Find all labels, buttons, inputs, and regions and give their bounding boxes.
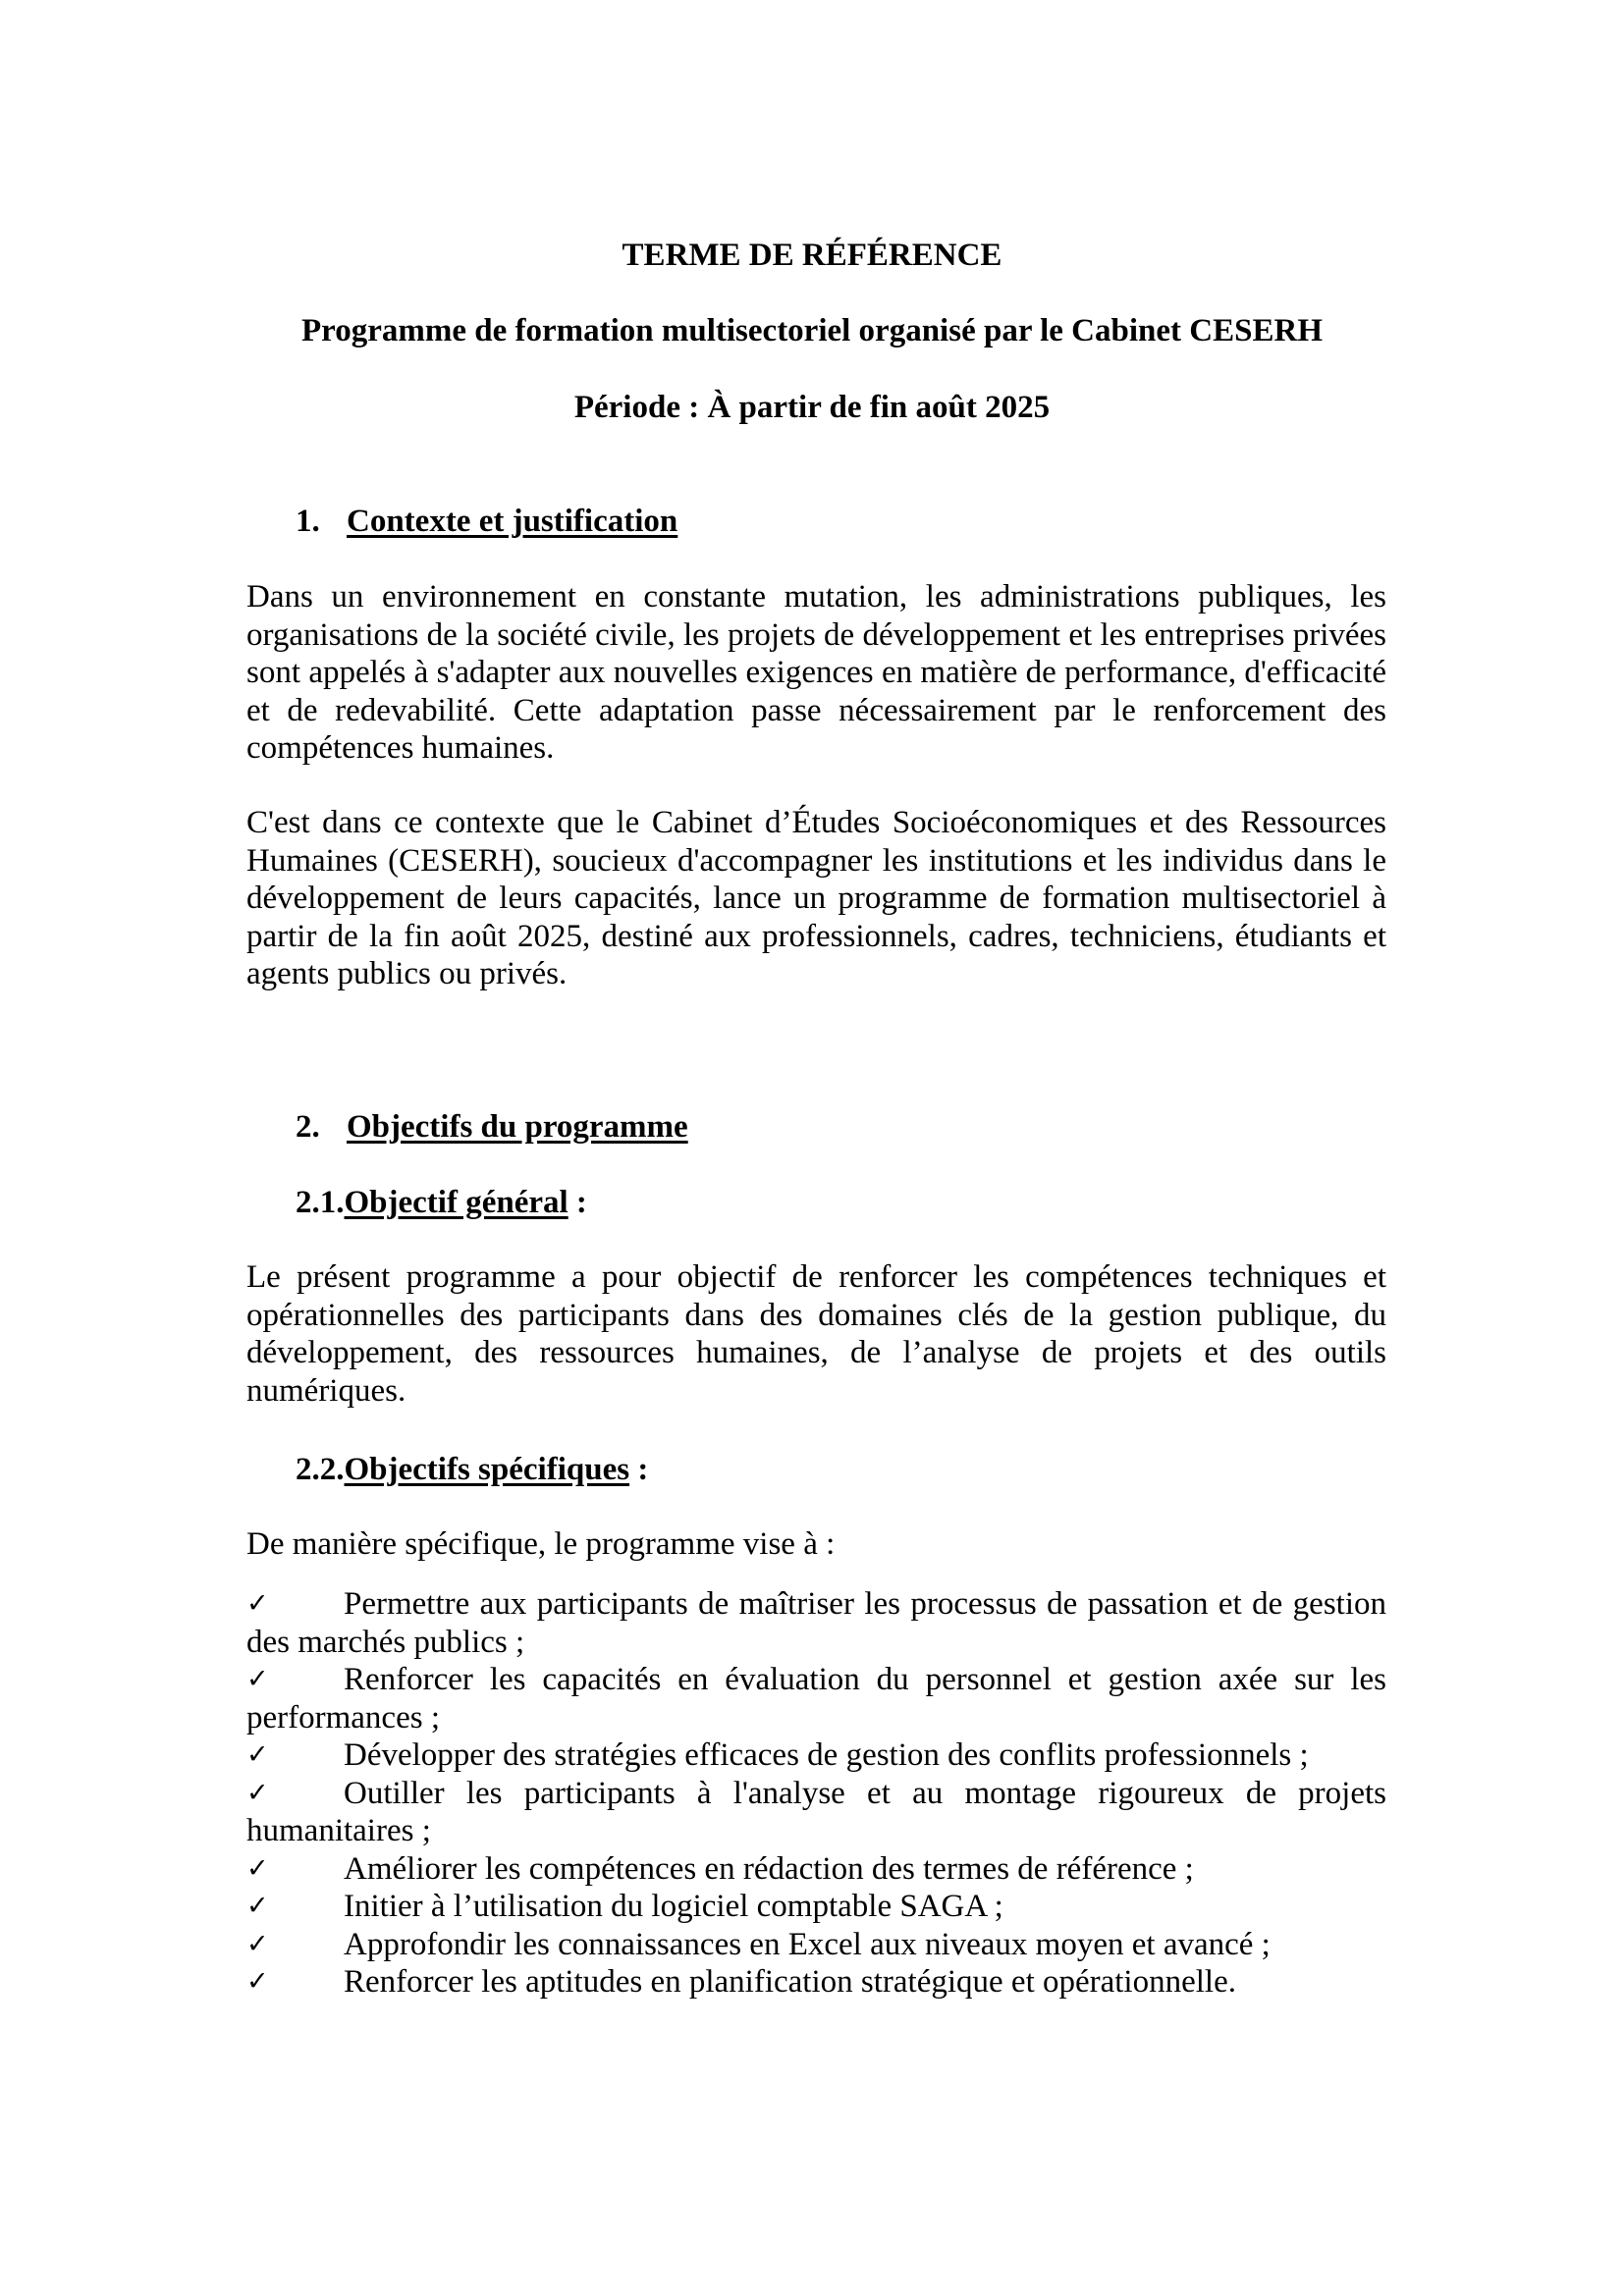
- section-1-number: 1.: [296, 504, 320, 539]
- list-item: [246, 1888, 1386, 1926]
- list-item-text: Approfondir les connaissances en Excel aux niveaux moyen et avancé ;: [344, 1926, 1271, 1962]
- section-2-number: 2.: [296, 1109, 320, 1145]
- list-item-text: Initier à l’utilisation du logiciel comptable SAGA ;: [344, 1889, 1003, 1924]
- list-item: [246, 1736, 1386, 1775]
- list-item: [246, 1963, 1386, 2002]
- document-period: Période : À partir de fin août 2025: [573, 390, 1051, 425]
- section-2-2-number: 2.2.: [296, 1452, 345, 1487]
- checkmark-icon: ✓: [246, 1588, 269, 1619]
- section-2-2-colon: :: [629, 1452, 649, 1487]
- section-2-1-heading: [296, 1184, 587, 1222]
- section-2-1-colon: :: [568, 1185, 587, 1220]
- checkmark-icon: ✓: [246, 1739, 269, 1770]
- list-item-text: Développer des stratégies efficaces de gestion des conflits professionnels ;: [344, 1737, 1309, 1773]
- section-2-1-title: Objectif général: [344, 1185, 568, 1220]
- document-subtitle: Programme de formation multisectoriel organisé par le Cabinet CESERH: [301, 313, 1323, 348]
- checkmark-icon: ✓: [246, 1777, 269, 1808]
- context-paragraph-2: C'est dans ce contexte que le Cabinet d’Études Socioéconomiques et des Ressources Humaines (CESERH), soucieux d'accompagner les institutions et les individus dans le développement de leurs capacités, lance un programme de formation multisectoriel à partir de la fin août 2025, destiné aux professionnels, cadres, techniciens, étudiants et agents publics ou privés.: [246, 805, 1386, 991]
- section-1-heading: [296, 503, 677, 541]
- list-item: [246, 1775, 1386, 1850]
- list-item: [246, 1850, 1386, 1889]
- specific-objectives-list: [246, 1585, 1386, 2002]
- checkmark-icon: ✓: [246, 1664, 269, 1694]
- list-item-text: Améliorer les compétences en rédaction des termes de référence ;: [344, 1850, 1194, 1887]
- checkmark-icon: ✓: [246, 1928, 269, 1959]
- list-item-text: Permettre aux participants de maîtriser les processus de passation et de gestion des marchés publics ;: [246, 1586, 1386, 1660]
- list-item: [246, 1661, 1386, 1736]
- list-item-text: Renforcer les capacités en évaluation du personnel et gestion axée sur les performances ;: [246, 1662, 1386, 1735]
- list-item-text: Outiller les participants à l'analyse et au montage rigoureux de projets humanitaires ;: [246, 1775, 1386, 1848]
- section-2-title: Objectifs du programme: [347, 1109, 688, 1145]
- specific-objectives-intro: De manière spécifique, le programme vise à :: [246, 1526, 836, 1562]
- document-title: TERME DE RÉFÉRENCE: [622, 238, 1002, 273]
- general-objective-paragraph: Le présent programme a pour objectif de renforcer les compétences techniques et opérationnelles des participants dans des domaines clés de la gestion publique, du développement, des ressources humaines, de l’analyse de projets et des outils numériques.: [246, 1259, 1386, 1409]
- checkmark-icon: ✓: [246, 1852, 269, 1884]
- section-2-2-title: Objectifs spécifiques: [344, 1452, 630, 1487]
- section-2-2-heading: [296, 1451, 648, 1489]
- checkmark-icon: ✓: [246, 1966, 269, 1997]
- list-item: [246, 1926, 1386, 1964]
- section-1-title: Contexte et justification: [347, 504, 678, 539]
- section-2-1-number: 2.1.: [296, 1185, 345, 1220]
- list-item: [246, 1585, 1386, 1661]
- section-2-heading: [296, 1108, 688, 1147]
- context-paragraph-1: Dans un environnement en constante mutation, les administrations publiques, les organisations de la société civile, les projets de développement et les entreprises privées sont appelés à s'adapter aux nouvelles exigences en matière de performance, d'efficacité et de redevabilité. Cette adaptation passe nécessairement par le renforcement des compétences humaines.: [246, 579, 1386, 766]
- checkmark-icon: ✓: [246, 1891, 269, 1921]
- list-item-text: Renforcer les aptitudes en planification stratégique et opérationnelle.: [344, 1964, 1236, 2000]
